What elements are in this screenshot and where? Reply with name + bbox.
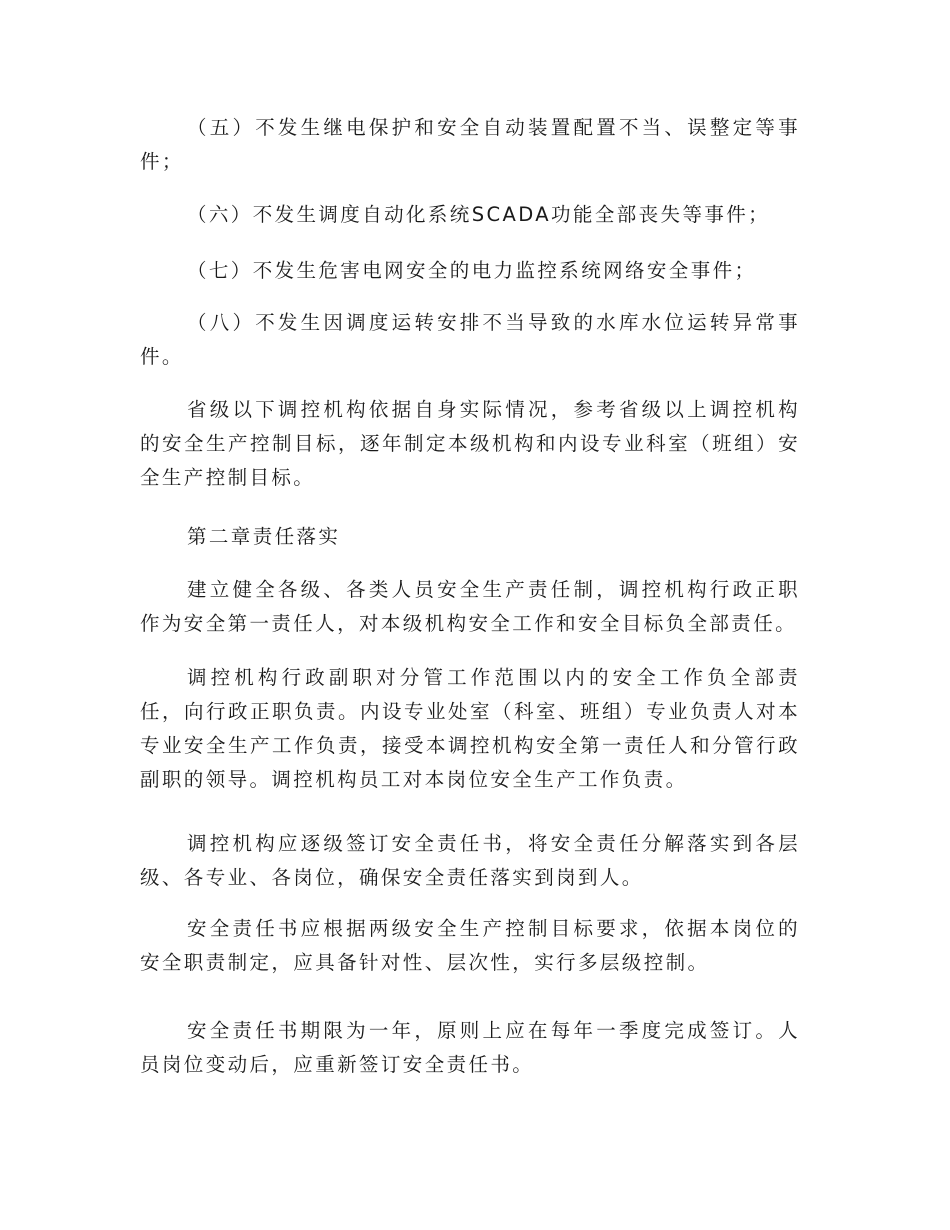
paragraph-item-8: （八）不发生因调度运转安排不当导致的水库水位运转异常事件。 xyxy=(140,311,800,368)
paragraph-item-5: （五）不发生继电保护和安全自动装置配置不当、误整定等事件； xyxy=(140,116,800,173)
paragraph-item-7: （七）不发生危害电网安全的电力监控系统网络安全事件； xyxy=(187,259,757,282)
paragraph-provincial-goals: 省级以下调控机构依据自身实际情况，参考省级以上调控机构的安全生产控制目标，逐年制定本级机构和内设专业科室（班组）安全生产控制目标。 xyxy=(140,398,800,489)
paragraph-item-6: （六）不发生调度自动化系统SCADA功能全部丧失等事件； xyxy=(187,203,771,226)
paragraph-letter-content: 安全责任书应根据两级安全生产控制目标要求，依据本岗位的安全职责制定，应具备针对性、层次性，实行多层级控制。 xyxy=(140,917,800,974)
paragraph-responsibility-letter: 调控机构应逐级签订安全责任书，将安全责任分解落实到各层级、各专业、各岗位，确保安全责任落实到岗到人。 xyxy=(140,832,800,889)
paragraph-deputy-duties: 调控机构行政副职对分管工作范围以内的安全工作负全部责任，向行政正职负责。内设专业处室（科室、班组）专业负责人对本专业安全生产工作负责，接受本调控机构安全第一责任人和分管行政副职的领导。调控机构员工对本岗位安全生产工作负责。 xyxy=(140,666,800,791)
paragraph-responsibility-system: 建立健全各级、各类人员安全生产责任制，调控机构行政正职作为安全第一责任人，对本级机构安全工作和安全目标负全部责任。 xyxy=(140,578,800,635)
chapter-heading: 第二章责任落实 xyxy=(187,525,341,548)
paragraph-letter-term: 安全责任书期限为一年，原则上应在每年一季度完成签订。人员岗位变动后，应重新签订安全责任书。 xyxy=(140,1019,800,1076)
